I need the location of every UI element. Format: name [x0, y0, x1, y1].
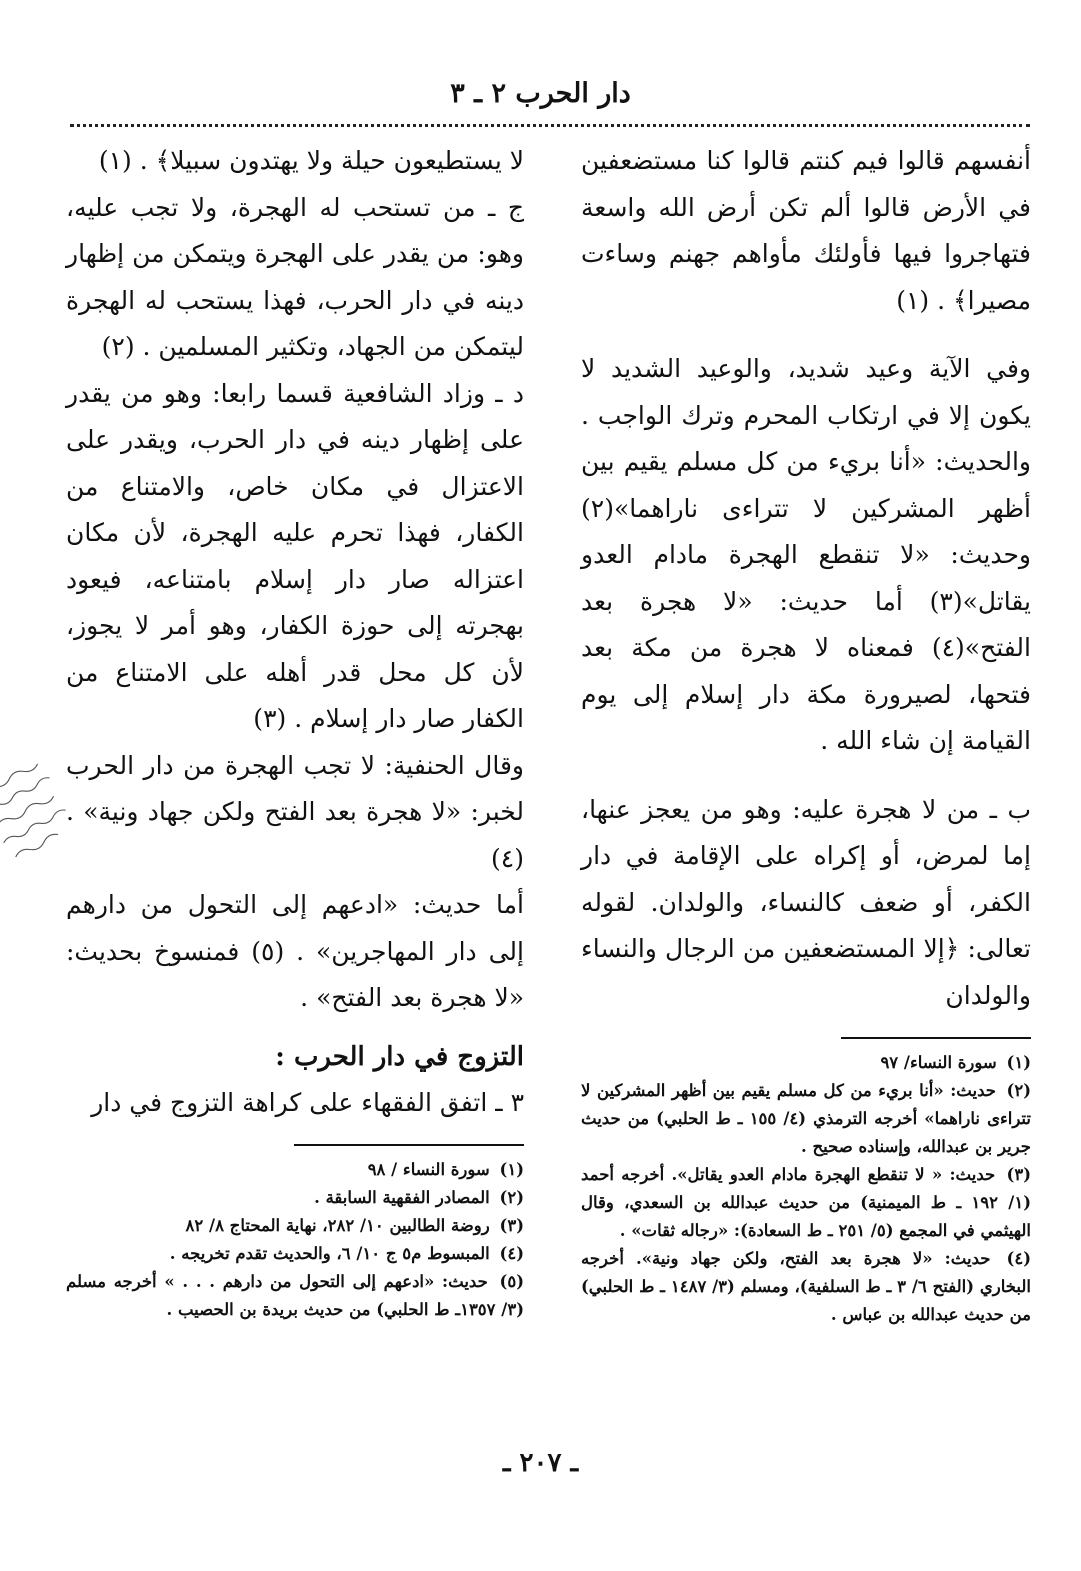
paragraph: أما حديث: «ادعهم إلى التحول من دارهم إلى دار المهاجرين» . (٥) فمنسوخ بحديث: «لا هجرة بعد الفتح» . — [66, 890, 524, 1012]
paragraph: وفي الآية وعيد شديد، والوعيد الشديد لا يكون إلا في ارتكاب المحرم وترك الواجب . والحديث: «أنا بريء من كل مسلم يقيم بين أظهر المشركين لا تتراءى ناراهما»(٢) وحديث: «لا تنقطع الهجرة مادام العدو يقاتل»(٣) أما حديث: «لا هجرة بعد الفتح»(٤) فمعناه لا هجرة من مكة بعد فتحها، لصيرورة مكة دار إسلام إلى يوم القيامة إن شاء الله . — [581, 354, 1031, 755]
footnote: (٢) المصادر الفقهية السابقة . — [314, 1188, 524, 1207]
footnote: (٥) حديث: «ادعهم إلى التحول من دارهم . . . » أخرجه مسلم (٣/ ١٣٥٧ـ ط الحلبي) من حديث بريدة بن الحصيب . — [66, 1272, 524, 1319]
paragraph: أنفسهم قالوا فيم كنتم قالوا كنا مستضعفين في الأرض قالوا ألم تكن أرض الله واسعة فتهاجروا فيها فأولئك مأواهم جهنم وساءت مصيرا﴾ . (١) — [581, 146, 1031, 315]
footnote-separator — [841, 1037, 1031, 1039]
section-heading: التزوج في دار الحرب : — [275, 1041, 524, 1072]
page-header-title: دار الحرب ٢ ـ ٣ — [450, 78, 631, 109]
page-number: ـ ٢٠٧ ـ — [502, 1448, 579, 1478]
footnotes-left — [66, 1156, 524, 1324]
paragraph: ٣ ـ اتفق الفقهاء على كراهة التزوج في دار — [91, 1087, 524, 1117]
paragraph: ب ـ من لا هجرة عليه: وهو من يعجز عنها، إما لمرض، أو إكراه على الإقامة في دار الكفر، أو ضعف كالنساء، والولدان. لقوله تعالى: ﴿إلا المستضعفين من الرجال والنساء والولدان — [581, 794, 1031, 1010]
right-column — [581, 138, 1031, 1329]
footnote: (٣) روضة الطالبين ١٠/ ٢٨٢، نهاية المحتاج ٨/ ٨٢ — [185, 1216, 524, 1235]
paragraph: د ـ وزاد الشافعية قسما رابعا: وهو من يقدر على إظهار دينه في دار الحرب، ويقدر على الاعتزال في مكان خاص، والامتناع من الكفار، فهذا تحرم عليه الهجرة، لأن مكان اعتزاله صار دار إسلام بامتناعه، فيعود بهجرته إلى حوزة الكفار، وهو أمر لا يجوز، لأن كل محل قدر أهله على الامتناع من الكفار صار دار إسلام . (٣) — [66, 378, 524, 733]
footnote: (٤) المبسوط م٥ ج ١٠/ ٦، والحديث تقدم تخريجه . — [169, 1244, 524, 1263]
paragraph: لا يستطيعون حيلة ولا يهتدون سبيلا﴾ . (١) — [98, 146, 524, 175]
footnote: (١) سورة النساء/ ٩٧ — [880, 1053, 1031, 1072]
footnote: (١) سورة النساء / ٩٨ — [367, 1160, 524, 1179]
footnote: (٣) حديث: « لا تنقطع الهجرة مادام العدو يقاتل». أخرجه أحمد (١/ ١٩٢ ـ ط الميمنية) من حديث عبدالله بن السعدي، وقال الهيثمي في المجمع (٥/ ٢٥١ ـ ط السعادة): «رجاله ثقات» . — [581, 1165, 1031, 1240]
footnotes-right — [581, 1049, 1031, 1329]
footnote: (٢) حديث: «أنا بريء من كل مسلم يقيم بين أظهر المشركين لا تتراءى ناراهما» أخرجه الترمذي (٤/ ١٥٥ ـ ط الحلبي) من حديث جرير بن عبدالله، وإسناده صحيح . — [581, 1081, 1032, 1156]
paragraph: وقال الحنفية: لا تجب الهجرة من دار الحرب لخبر: «لا هجرة بعد الفتح ولكن جهاد ونية» . (٤) — [66, 750, 524, 873]
header-dotted-rule — [70, 124, 1030, 127]
footnote-separator — [294, 1144, 524, 1146]
paragraph: ج ـ من تستحب له الهجرة، ولا تجب عليه، وهو: من يقدر على الهجرة ويتمكن من إظهار دينه في دار الحرب، فهذا يستحب له الهجرة ليتمكن من الجهاد، وتكثير المسلمين . (٢) — [66, 192, 524, 361]
left-column — [66, 138, 524, 1324]
footnote: (٤) حديث: «لا هجرة بعد الفتح، ولكن جهاد ونية». أخرجه البخاري (الفتح ٦/ ٣ ـ ط السلفية)، ومسلم (٣/ ١٤٨٧ ـ ط الحلبي) من حديث عبدالله بن عباس . — [581, 1249, 1032, 1324]
